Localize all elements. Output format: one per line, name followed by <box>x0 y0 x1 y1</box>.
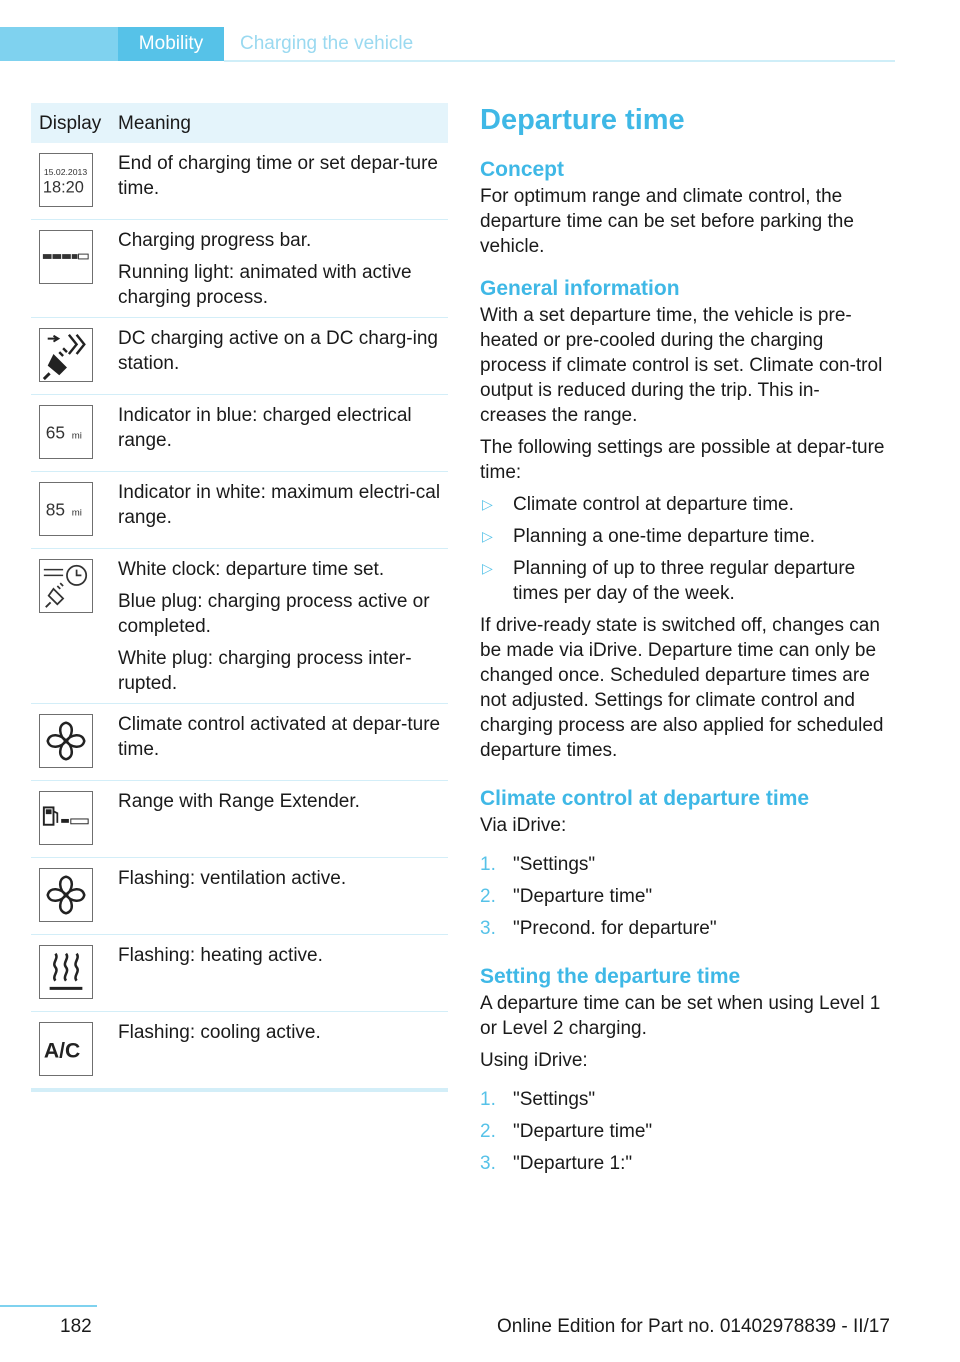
header-accent-bar <box>0 27 118 61</box>
dc-charging-icon <box>39 328 93 382</box>
edition-footer: Online Edition for Part no. 01402978839 - II/17 <box>497 1316 890 1337</box>
bullet-text: Planning of up to three regular departure times per day of the week. <box>513 558 856 604</box>
icon-date: 15.02.2013 <box>43 167 88 178</box>
table-row <box>31 395 448 472</box>
row-meaning: Flashing: heating active. <box>118 945 323 966</box>
row-meaning: White clock: departure time set. <box>118 559 385 580</box>
list-item <box>480 1119 885 1144</box>
range-blue-icon <box>39 405 93 459</box>
list-item <box>480 884 885 909</box>
icon-range-unit: mi <box>71 507 82 519</box>
paragraph-general-1: With a set departure time, the vehicle is pre-heated or pre-cooled during the charging process if climate control is set. Climate con-trol output is reduced during the trip. This in-creases the range. <box>480 305 883 426</box>
step-text: "Departure time" <box>513 886 653 907</box>
step-number: 2. <box>480 1121 496 1142</box>
table-row <box>31 935 448 1012</box>
list-item <box>480 492 885 517</box>
chapter-title: Charging the vehicle <box>240 33 414 54</box>
ac-icon <box>39 1022 93 1076</box>
icon-range-value: 85 <box>45 499 66 520</box>
progress-bar-icon <box>39 230 93 284</box>
row-meaning: Flashing: cooling active. <box>118 1022 321 1043</box>
col-display-header: Display <box>39 113 102 134</box>
row-meaning: Indicator in blue: charged electrical range. <box>118 405 412 451</box>
row-meaning: Range with Range Extender. <box>118 791 360 812</box>
table-row <box>31 220 448 318</box>
clock-plug-icon <box>39 559 93 613</box>
list-item <box>480 1151 885 1176</box>
col-meaning-header: Meaning <box>118 113 191 134</box>
step-number: 3. <box>480 918 496 939</box>
heading-climate-control: Climate control at departure time <box>480 787 810 810</box>
page-number-rule <box>0 1305 97 1307</box>
bullet-marker-icon: ▷ <box>482 496 493 512</box>
heading-concept: Concept <box>480 158 564 181</box>
bullet-marker-icon: ▷ <box>482 528 493 544</box>
section-tab: Mobility <box>118 27 224 61</box>
header-underline <box>224 60 895 62</box>
fan-icon <box>39 868 93 922</box>
table-row <box>31 143 448 220</box>
table-row <box>31 1012 448 1088</box>
display-meaning-table <box>31 103 448 1092</box>
list-item <box>480 1087 885 1112</box>
row-meaning: Indicator in white: maximum electri-cal range. <box>118 482 441 528</box>
heading-general-information: General information <box>480 277 680 300</box>
icon-ac-label: A/C <box>43 1039 81 1063</box>
paragraph-general-2: The following settings are possible at depar-ture time: <box>480 437 885 483</box>
step-text: "Precond. for departure" <box>513 918 717 939</box>
heating-icon <box>39 945 93 999</box>
table-row <box>31 781 448 858</box>
list-item <box>480 556 885 606</box>
list-item <box>480 852 885 877</box>
bullet-text: Climate control at departure time. <box>513 494 794 515</box>
row-meaning: Charging progress bar. <box>118 230 312 251</box>
table-row <box>31 318 448 395</box>
heading-setting-departure-time: Setting the departure time <box>480 965 741 988</box>
table-row <box>31 704 448 781</box>
step-number: 1. <box>480 1089 496 1110</box>
row-meaning: DC charging active on a DC charg-ing station. <box>118 328 438 374</box>
paragraph-concept: For optimum range and climate control, the departure time can be set before parking the vehicle. <box>480 186 854 257</box>
right-column <box>480 100 885 1176</box>
page-number: 182 <box>60 1316 92 1337</box>
range-white-icon <box>39 482 93 536</box>
table-row <box>31 549 448 704</box>
datetime-icon <box>39 153 93 207</box>
step-number: 2. <box>480 886 496 907</box>
table-row <box>31 472 448 549</box>
range-extender-icon <box>39 791 93 845</box>
page-header <box>0 27 895 61</box>
table-row <box>31 858 448 935</box>
icon-range-unit: mi <box>71 430 82 442</box>
step-text: "Settings" <box>513 854 596 875</box>
list-item <box>480 524 885 549</box>
row-meaning: Blue plug: charging process active or completed. <box>118 591 430 637</box>
step-text: "Departure time" <box>513 1121 653 1142</box>
paragraph-general-3: If drive-ready state is switched off, changes can be made via iDrive. Departure time can only be changed once. Scheduled departure times are not adjusted. Settings for climate control and charging process are also applied for scheduled departure times. <box>480 615 884 761</box>
table-header <box>31 103 448 143</box>
heading-departure-time: Departure time <box>480 104 685 136</box>
row-meaning: Flashing: ventilation active. <box>118 868 347 889</box>
row-meaning: Running light: animated with active charging process. <box>118 262 412 308</box>
step-text: "Settings" <box>513 1089 596 1110</box>
paragraph-climate: Via iDrive: <box>480 815 567 836</box>
icon-range-value: 65 <box>45 422 66 443</box>
icon-time: 18:20 <box>42 178 84 197</box>
list-item <box>480 916 885 941</box>
fan-icon <box>39 714 93 768</box>
bullet-marker-icon: ▷ <box>482 560 493 576</box>
paragraph-setting-2: Using iDrive: <box>480 1050 588 1071</box>
row-meaning: Climate control activated at depar-ture time. <box>118 714 441 760</box>
step-text: "Departure 1:" <box>513 1153 633 1174</box>
row-meaning: End of charging time or set depar-ture time. <box>118 153 439 199</box>
bullet-text: Planning a one-time departure time. <box>513 526 816 547</box>
step-number: 1. <box>480 854 496 875</box>
step-number: 3. <box>480 1153 496 1174</box>
paragraph-setting-1: A departure time can be set when using Level 1 or Level 2 charging. <box>480 993 881 1039</box>
row-meaning: White plug: charging process inter-rupted. <box>118 648 412 694</box>
table-bottom-rule <box>31 1088 448 1092</box>
